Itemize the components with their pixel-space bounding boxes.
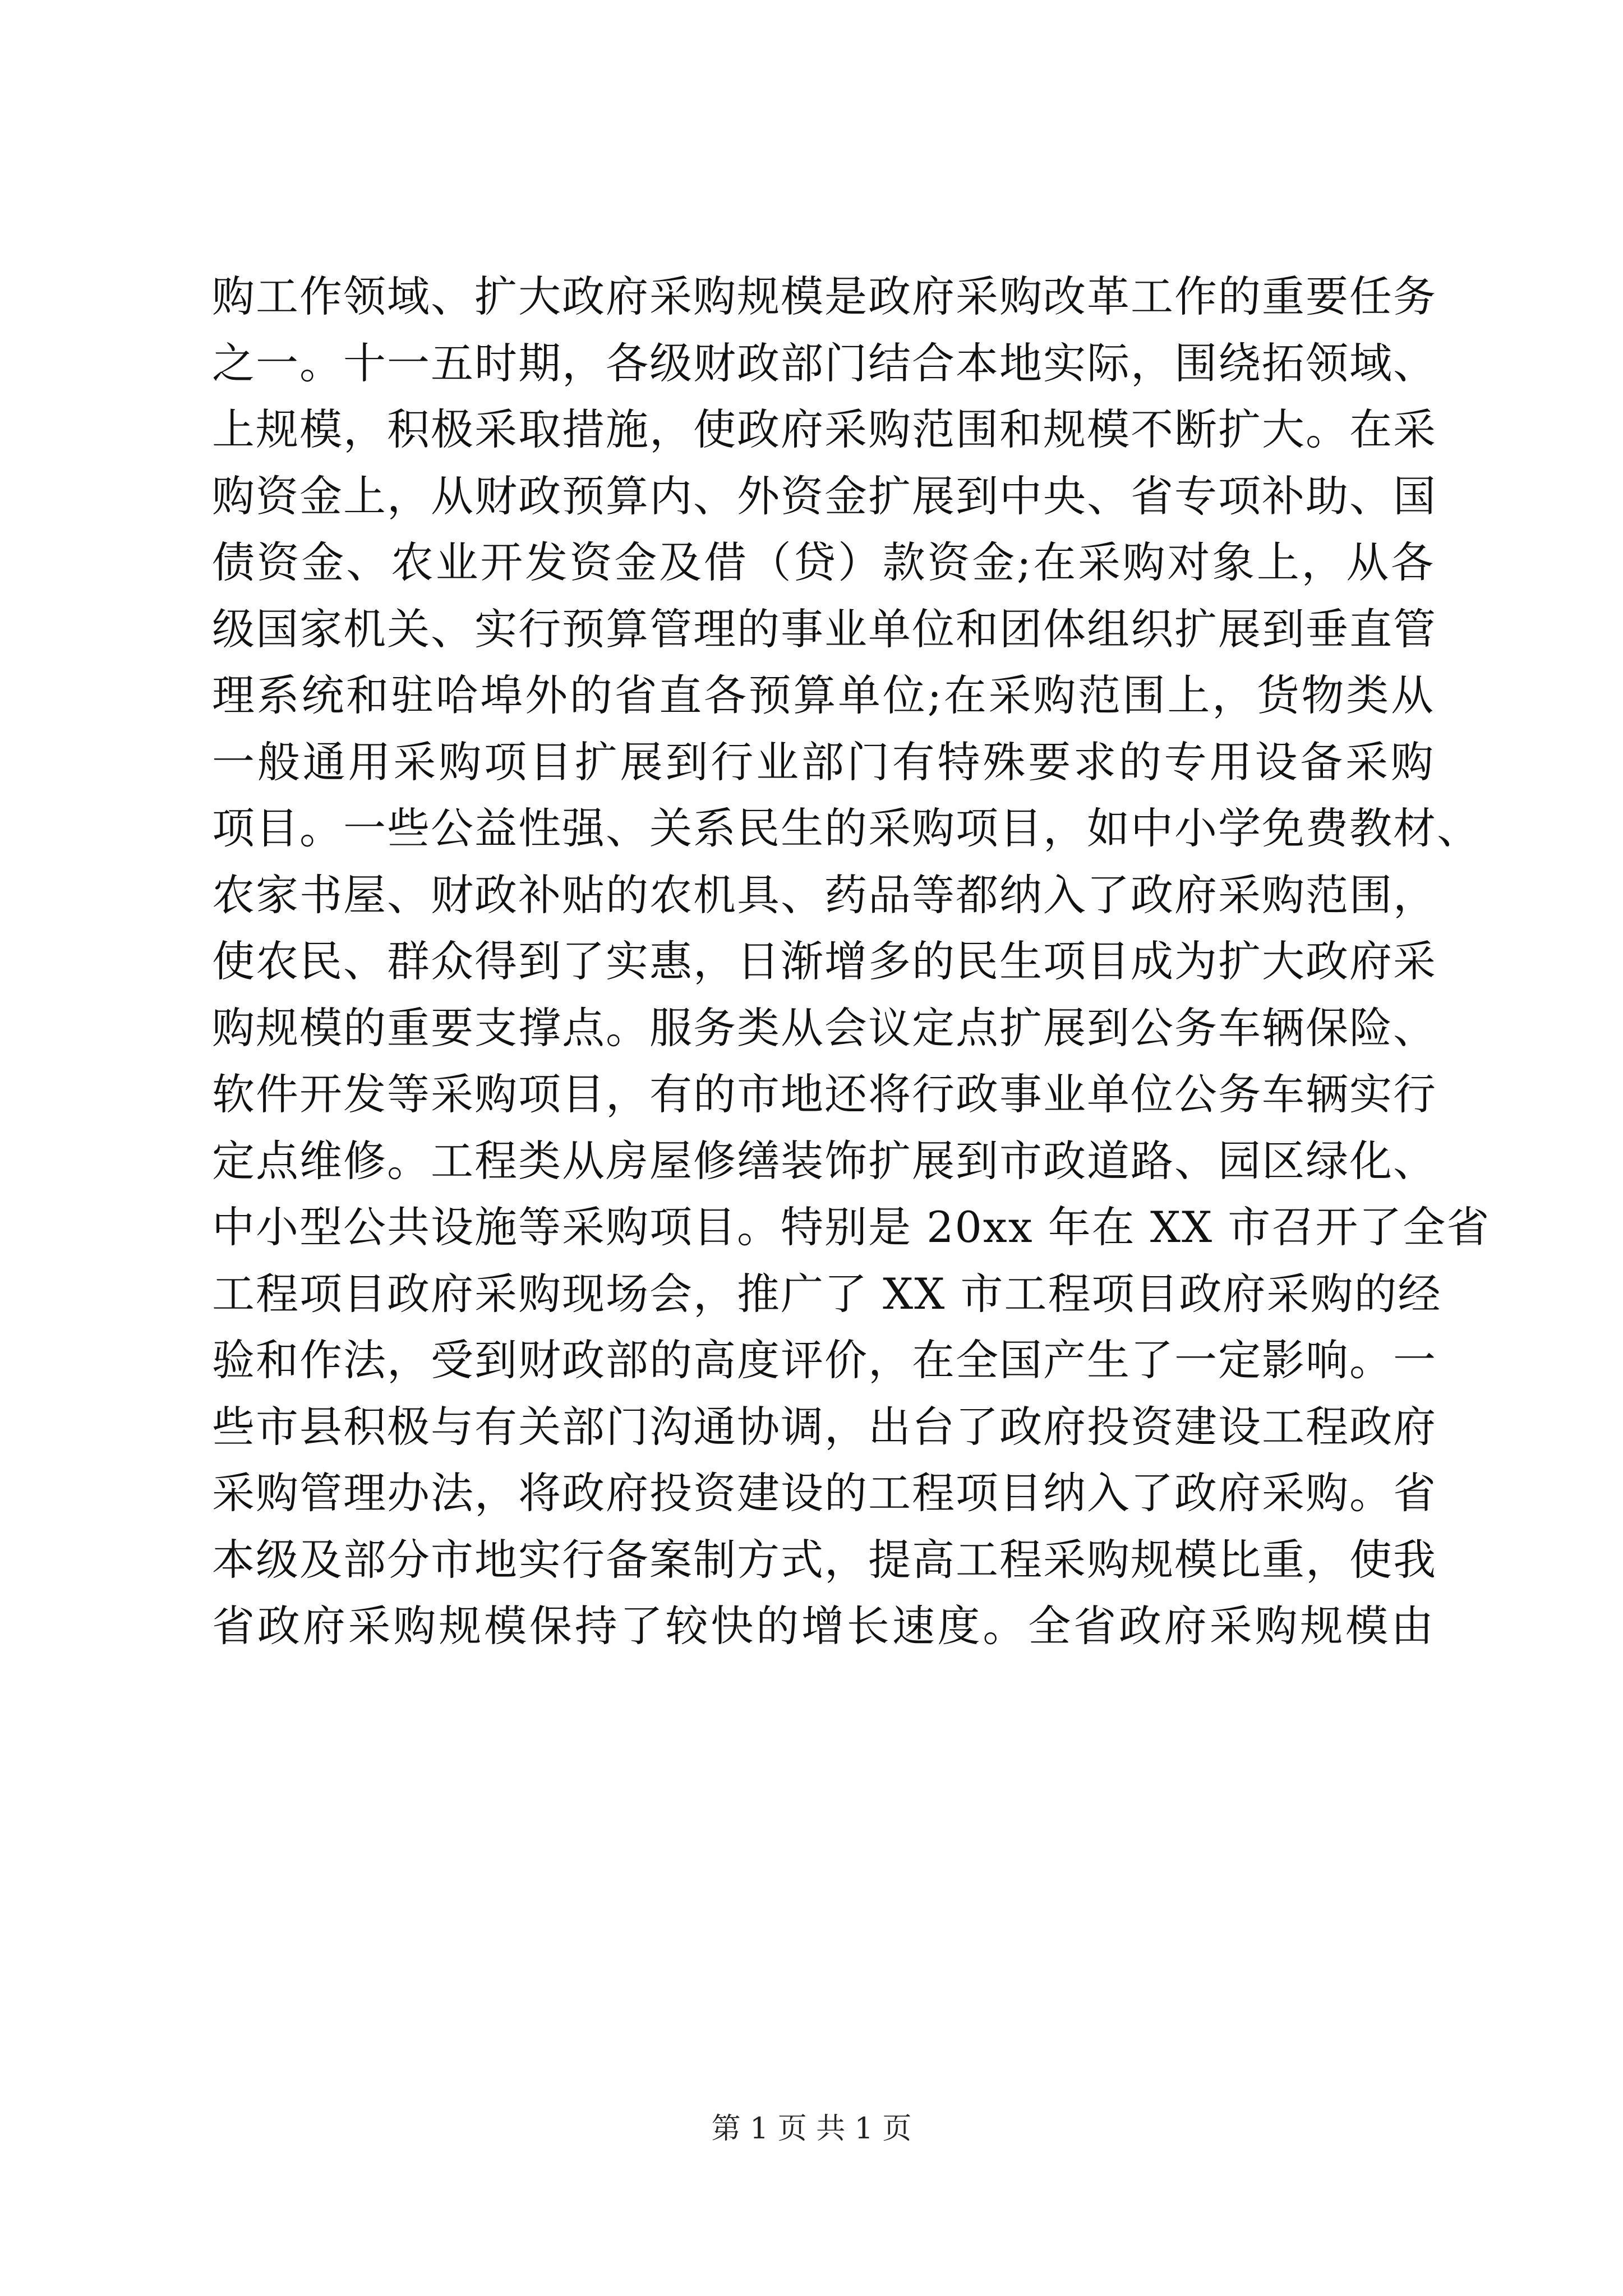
text-line: 级国家机关、实行预算管理的事业单位和团体组织扩展到垂直管 (212, 604, 1437, 654)
text-line: 验和作法，受到财政部的高度评价，在全国产生了一定影响。一 (212, 1335, 1437, 1385)
text-line: 债资金、农业开发资金及借（贷）款资金;在采购对象上，从各 (212, 537, 1435, 587)
text-line: 软件开发等采购项目，有的市地还将行政事业单位公务车辆实行 (212, 1069, 1437, 1119)
page-number-label: 第 1 页 共 1 页 (711, 2112, 912, 2146)
text-line: 上规模，积极采取措施，使政府采购范围和规模不断扩大。在采 (212, 404, 1437, 454)
text-line: 购规模的重要支撑点。服务类从会议定点扩展到公务车辆保险、 (212, 1002, 1437, 1053)
text-line: 理系统和驻哈埠外的省直各预算单位;在采购范围上，货物类从 (212, 670, 1435, 720)
text-line: 些市县积极与有关部门沟通协调，出台了政府投资建设工程政府 (212, 1401, 1437, 1452)
body-text (212, 264, 1491, 1660)
text-line: 采购管理办法，将政府投资建设的工程项目纳入了政府采购。省 (212, 1468, 1437, 1518)
text-line: 一般通用采购项目扩展到行业部门有特殊要求的专用设备采购 (212, 737, 1435, 787)
text-line: 定点维修。工程类从房屋修缮装饰扩展到市政道路、园区绿化、 (212, 1135, 1437, 1186)
text-line: 中小型公共设施等采购项目。特别是 20xx 年在 XX 市召开了全省 (212, 1202, 1491, 1252)
text-line: 工程项目政府采购现场会，推广了 XX 市工程项目政府采购的经 (212, 1268, 1442, 1319)
text-line: 项目。一些公益性强、关系民生的采购项目，如中小学免费教材、 (212, 803, 1481, 853)
text-line: 本级及部分市地实行备案制方式，提高工程采购规模比重，使我 (212, 1534, 1437, 1585)
text-line: 购资金上，从财政预算内、外资金扩展到中央、省专项补助、国 (212, 471, 1437, 521)
text-line: 农家书屋、财政补贴的农机具、药品等都纳入了政府采购范围， (212, 869, 1437, 920)
text-line: 省政府采购规模保持了较快的增长速度。全省政府采购规模由 (212, 1601, 1435, 1651)
text-line: 之一。十一五时期，各级财政部门结合本地实际，围绕拓领域、 (212, 338, 1437, 388)
page-footer (0, 2106, 1623, 2151)
text-line: 购工作领域、扩大政府采购规模是政府采购改革工作的重要任务 (212, 272, 1437, 321)
text-line: 使农民、群众得到了实惠，日渐增多的民生项目成为扩大政府采 (212, 936, 1437, 986)
